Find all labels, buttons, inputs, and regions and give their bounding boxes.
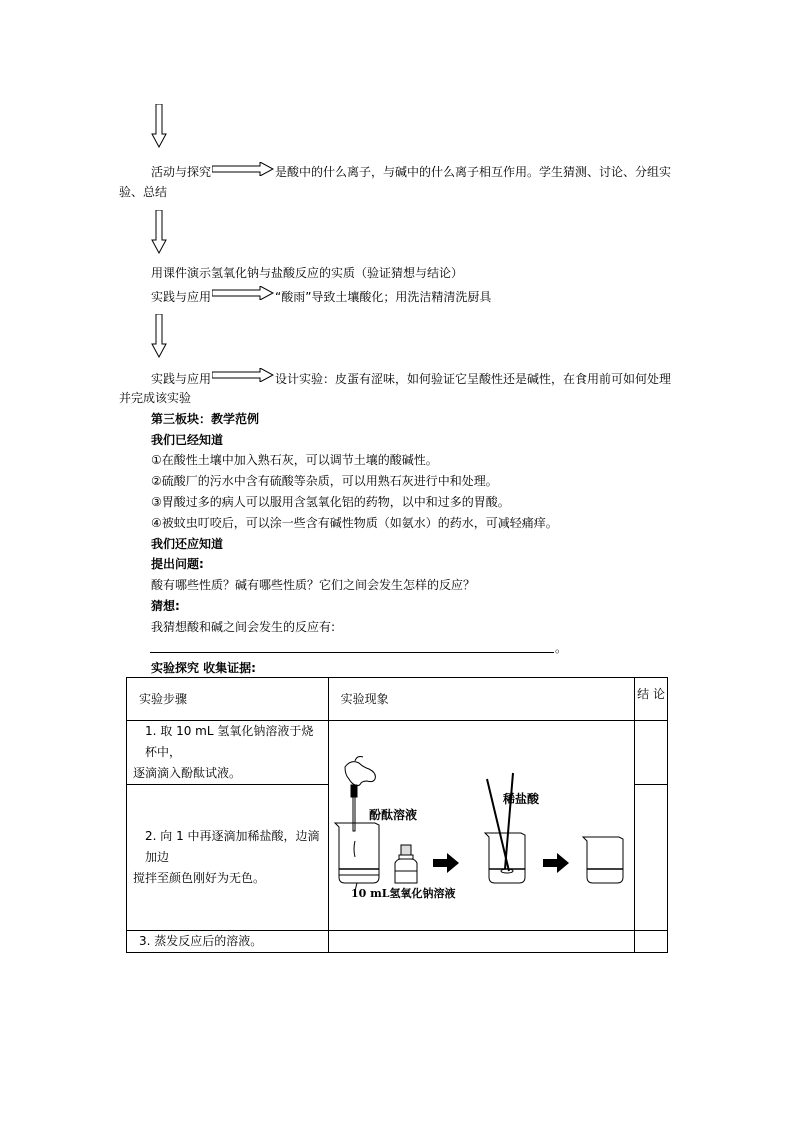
step1-line1: 1. 取 10 mL 氢氧化钠溶液于烧杯中， — [145, 724, 314, 759]
table-row — [127, 931, 668, 953]
step1-cell — [127, 721, 329, 785]
phenomena-cell — [328, 931, 635, 953]
right-arrow-icon — [212, 286, 274, 300]
header-phenomena: 实验现象 — [328, 678, 635, 721]
section-title: 第三板块：教学范例 — [151, 412, 260, 426]
down-arrow-icon — [151, 104, 167, 148]
step2-line2: 搅拌至颜色刚好为无色。 — [133, 871, 266, 885]
question-text: 酸有哪些性质？碱有哪些性质？它们之间会发生怎样的反应？ — [151, 578, 476, 592]
naoh-label: 10 mL氢氧化钠溶液 — [350, 886, 456, 899]
flow-step1-label: 活动与探究 — [151, 165, 212, 179]
table-header-row — [127, 678, 668, 721]
conclusion-cell — [635, 785, 668, 931]
right-arrow-icon — [212, 368, 274, 382]
guess-end: 。 — [555, 641, 568, 655]
flow-step2-label: 实践与应用 — [151, 290, 212, 304]
courseware-text: 用课件演示氢氧化钠与盐酸反应的实质（验证猜想与结论） — [151, 266, 464, 280]
down-arrow-icon — [151, 314, 167, 358]
experiment-heading: 实验探究 收集证据: — [151, 661, 256, 675]
stir-rod-icon — [487, 773, 513, 871]
reagent-bottle-icon — [395, 845, 417, 883]
step2-line1: 2. 向 1 中再逐滴加稀盐酸，边滴加边 — [145, 829, 320, 864]
guess-heading: 猜想: — [151, 599, 180, 613]
should-know-heading: 我们还应知道 — [151, 537, 224, 551]
step1-line2: 逐滴滴入酚酞试液。 — [133, 766, 242, 780]
known-heading: 我们已经知道 — [151, 433, 224, 447]
flow-step3-label: 实践与应用 — [151, 372, 212, 386]
header-steps: 实验步骤 — [127, 678, 329, 721]
right-arrow-icon — [212, 162, 274, 176]
flow-step1-text: 是酸中的什么离子，与碱中的什么离子相互作用。学生猜测、讨论、分组实 — [275, 165, 672, 179]
known-item: ③胃酸过多的病人可以服用含氢氧化铝的药物，以中和过多的胃酸。 — [151, 495, 510, 509]
flow-step1-text-cont: 验、总结 — [119, 185, 168, 199]
flow-step3-text: 设计实验：皮蛋有涩味，如何验证它呈酸性还是碱性，在食用前可如何处理 — [275, 372, 672, 386]
header-conclusion: 结 论 — [635, 678, 668, 721]
process-arrow-icon — [543, 853, 569, 873]
known-item: ②硫酸厂的污水中含有硫酸等杂质，可以用熟石灰进行中和处理。 — [151, 474, 498, 488]
step3-cell: 3. 蒸发反应后的溶液。 — [127, 931, 329, 953]
step2-cell — [127, 785, 329, 931]
known-item: ④被蚊虫叮咬后，可以涂一些含有碱性物质（如氨水）的药水，可减轻痛痒。 — [151, 516, 558, 530]
guess-text: 我猜想酸和碱之间会发生的反应有: — [151, 620, 336, 634]
experiment-figure — [329, 753, 629, 899]
flow-step3-text-cont: 并完成该实验 — [119, 391, 192, 405]
process-arrow-icon — [433, 853, 459, 873]
question-heading: 提出问题: — [151, 557, 204, 571]
answer-blank-line — [150, 652, 554, 653]
conclusion-cell — [635, 931, 668, 953]
beaker-icon — [335, 823, 379, 883]
experiment-table — [126, 677, 668, 953]
table-row — [127, 721, 668, 785]
hcl-label: 稀盐酸 — [502, 791, 539, 806]
phenolphthalein-label: 酚酞溶液 — [368, 807, 417, 822]
known-item: ①在酸性土壤中加入熟石灰，可以调节土壤的酸碱性。 — [151, 453, 438, 467]
conclusion-cell — [635, 721, 668, 785]
phenomena-figure-cell — [328, 721, 635, 931]
down-arrow-icon — [151, 210, 167, 254]
beaker-icon — [583, 837, 623, 883]
flow-step2-text: “酸雨”导致土壤酸化；用洗洁精清洗厨具 — [275, 290, 492, 304]
